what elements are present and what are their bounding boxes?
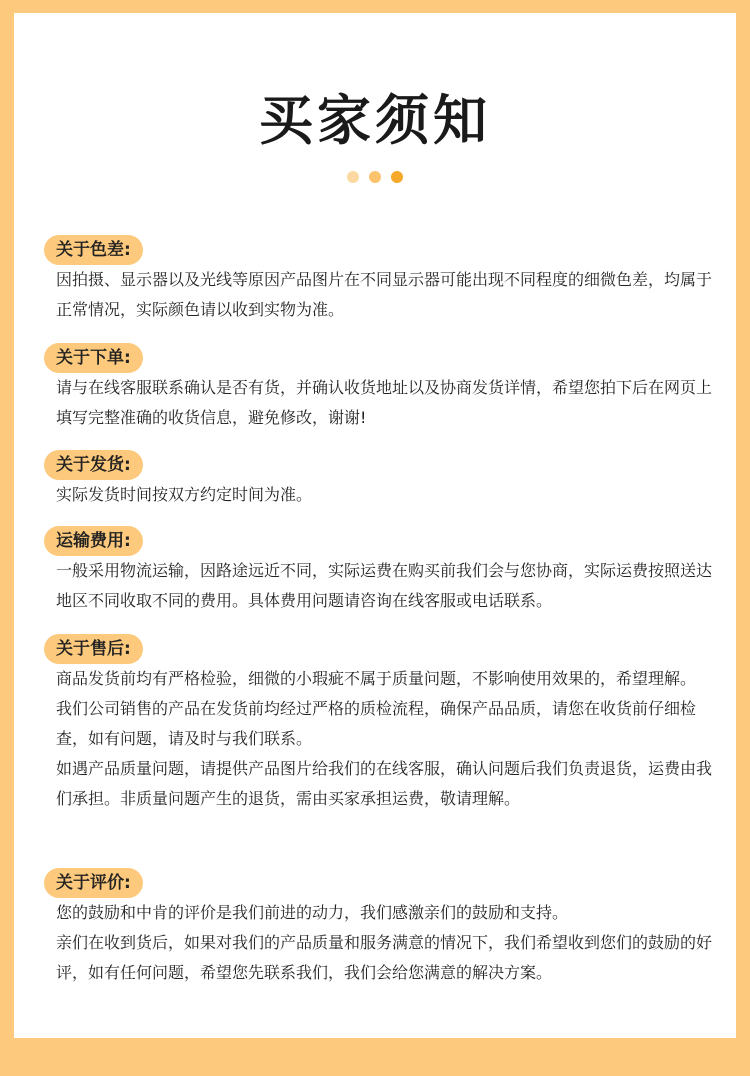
dot-icon: [369, 171, 381, 183]
section-label: 关于评价:: [44, 868, 143, 898]
dot-icon: [347, 171, 359, 183]
section-freight-cost: [44, 526, 714, 616]
section-label: 运输费用:: [44, 526, 143, 556]
section-paragraph: 我们公司销售的产品在发货前均经过严格的质检流程，确保产品品质，请您在收货前仔细检查，如有问题，请及时与我们联系。: [56, 699, 697, 748]
section-reviews: [44, 868, 714, 988]
section-shipping: [44, 450, 714, 510]
notice-card: [14, 13, 736, 1038]
dot-icon: [391, 171, 403, 183]
section-label: 关于色差:: [44, 235, 143, 265]
section-ordering: [44, 343, 714, 433]
section-label: 关于售后:: [44, 634, 143, 664]
section-paragraph: 因拍摄、显示器以及光线等原因产品图片在不同显示器可能出现不同程度的细微色差，均属于正常情况，实际颜色请以收到实物为准。: [56, 270, 713, 319]
section-paragraph: 实际发货时间按双方约定时间为准。: [56, 485, 313, 504]
page-title: 买家须知: [259, 88, 491, 152]
section-paragraph: 一般采用物流运输，因路途远近不同，实际运费在购买前我们会与您协商，实际运费按照送达地区不同收取不同的费用。具体费用问题请咨询在线客服或电话联系。: [56, 561, 713, 610]
decorative-dots: [14, 171, 736, 183]
section-paragraph: 商品发货前均有严格检验，细微的小瑕疵不属于质量问题，不影响使用效果的，希望理解。: [56, 669, 697, 688]
section-color-difference: [44, 235, 714, 325]
section-paragraph: 您的鼓励和中肯的评价是我们前进的动力，我们感激亲们的鼓励和支持。: [56, 903, 569, 922]
section-label: 关于下单:: [44, 343, 143, 373]
section-label: 关于发货:: [44, 450, 143, 480]
section-paragraph: 请与在线客服联系确认是否有货，并确认收货地址以及协商发货详情，希望您拍下后在网页上填写完整准确的收货信息，避免修改，谢谢!: [56, 378, 713, 427]
section-paragraph: 如遇产品质量问题，请提供产品图片给我们的在线客服，确认问题后我们负责退货，运费由我们承担。非质量问题产生的退货，需由买家承担运费，敬请理解。: [56, 759, 713, 808]
section-paragraph: 亲们在收到货后，如果对我们的产品质量和服务满意的情况下，我们希望收到您们的鼓励的好评，如有任何问题，希望您先联系我们，我们会给您满意的解决方案。: [56, 933, 713, 982]
section-after-sales: [44, 634, 714, 814]
